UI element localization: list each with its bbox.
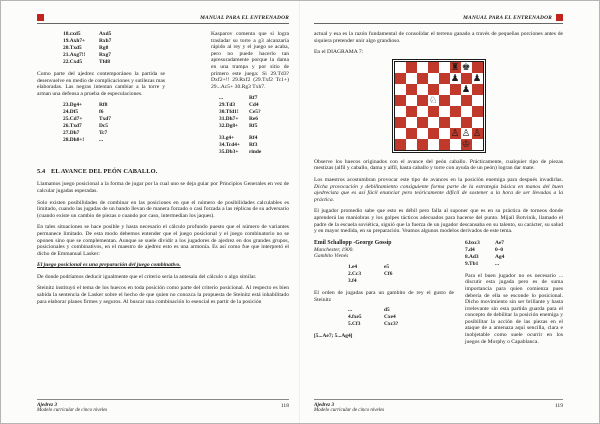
board-square-piece: ♚ — [461, 61, 471, 73]
board-square — [461, 73, 472, 84]
move-white: ... — [219, 95, 224, 102]
move-black: Axd5 — [99, 31, 112, 37]
move-row — [63, 31, 165, 38]
move-white: 7.d4 — [465, 246, 475, 253]
move-white: 21.Axg7!! — [63, 52, 86, 58]
move-white: 19.Axh7+ — [63, 38, 86, 44]
board-square — [450, 117, 461, 128]
page-footer-right — [314, 399, 563, 413]
variation-line: [5...Ae7; 5...Ag4] — [314, 333, 353, 340]
board-square — [428, 84, 439, 95]
move-row — [348, 278, 454, 285]
board-square — [417, 128, 428, 139]
board-square — [395, 95, 406, 106]
board-square — [417, 95, 428, 106]
paragraph-observe: Observe los huecos originados con el avance del peón caballo. Prácticamente, cualquier tipo de piezas mestizas (alfil y caballo, dama y alfil, hasta caballo y torre con ayuda de un peón) logran dar mate. — [314, 158, 563, 172]
move-black: Dc5 — [99, 123, 108, 130]
section-title: EL AVANCE DEL PEÓN CABALLO. — [51, 168, 158, 176]
move-white: 33.g4+ — [219, 135, 235, 142]
move-row — [219, 123, 289, 130]
board-square-piece: ♙ — [461, 127, 471, 139]
book-subtitle: Modelo curricular de cinco niveles — [314, 408, 385, 413]
page-header-right — [314, 14, 563, 24]
board-square — [406, 106, 417, 117]
paragraph-buen-jugador: Para el buen jugador no es necesario ... discutir esta jugada pero es de suma importancia para quien comienza pues debería de ella se esconde lo posicional. Dicho movimiento sin ser brillante y hasta irrelevante sin esta partida guarda para el concepto de debilitar la posición enemiga y posibilitar la acción de las piezas en el ataque de a amenaza aquí sencilla, clara e inobjetable como suele ocurrir en los juegos de Morphy o Capablanca. — [465, 272, 563, 345]
lasker-quote: El juego posicional es una preparación del juego combinativo. — [37, 262, 181, 269]
move-white: 24.Df5 — [63, 109, 79, 116]
board-square — [395, 84, 406, 95]
move-white: 1.e4 — [348, 263, 358, 270]
game-left-column — [314, 240, 454, 351]
board-square — [472, 106, 483, 117]
game-note: El orden de jugadas para un gambito de rey el gusto de Steinitz — [314, 289, 454, 303]
move-white: 2.Cc3 — [348, 270, 362, 277]
move-row — [219, 149, 289, 156]
move-white: ... — [348, 307, 353, 314]
moves-table-1-3 — [348, 264, 454, 285]
paragraph-maestros — [314, 177, 563, 203]
board-square — [428, 106, 439, 117]
page-right — [300, 1, 599, 423]
corner-square-icon — [37, 14, 44, 21]
board-square — [395, 62, 406, 73]
board-square — [472, 62, 483, 73]
moves-table-6-9 — [465, 240, 563, 268]
board-square — [472, 95, 483, 106]
board-square — [417, 84, 428, 95]
top-two-column — [37, 31, 289, 161]
paragraph-steinitz: Steinitz instituyó el tema de los huecos en toda posición como parte del criterio posicional. Al respecto es bien sabida la sentencia de Lasker sobre el hecho de que quien no conozca la propuesta de Steinitz está inhabilitado para elaborar planes firmes y seguros. Al buscar una combinación lo esencial es partir de la posición — [37, 285, 289, 305]
board-square — [439, 106, 450, 117]
move-white: 32.Dg8+ — [219, 123, 239, 130]
move-black: Ce5? — [249, 109, 261, 116]
game-right-column — [465, 240, 563, 351]
page-footer-left — [37, 399, 289, 413]
move-row — [348, 264, 454, 271]
move-black: Rg8 — [99, 45, 109, 51]
board-square — [428, 139, 439, 150]
board-square — [417, 117, 428, 128]
page-header-left — [37, 14, 289, 24]
move-black: Rf4 — [249, 135, 258, 142]
move-white: 6.bxc3 — [465, 239, 480, 246]
move-row — [348, 271, 454, 278]
right-column — [211, 31, 289, 161]
move-black: Cf6 — [384, 270, 393, 277]
corner-square-icon — [556, 14, 563, 21]
board-square — [439, 84, 450, 95]
board-square-piece: ♙ — [450, 127, 460, 139]
game-opening: Gambito Vienés — [314, 253, 349, 260]
move-white: 25.Cd7+ — [63, 116, 83, 123]
move-black: e5 — [384, 263, 390, 270]
moves-table-29-32 — [219, 95, 289, 130]
move-white: 22.Cxd5 — [63, 59, 83, 65]
move-black — [384, 278, 454, 285]
board-square — [395, 128, 406, 139]
move-row — [63, 109, 165, 116]
move-black: Rf8 — [99, 102, 108, 109]
move-row — [63, 102, 165, 109]
move-row — [465, 254, 563, 261]
move-white: 26.Txd7 — [63, 123, 82, 130]
moves-table-3-5 — [348, 307, 454, 328]
move-white: 30.Tfd1! — [219, 109, 239, 116]
moves-table-33-35 — [219, 135, 289, 156]
move-row — [219, 95, 289, 102]
board-square — [417, 106, 428, 117]
board-square — [472, 84, 483, 95]
move-black: Ae7 — [495, 239, 504, 246]
board-square — [472, 117, 483, 128]
page-left — [1, 1, 300, 423]
move-white: 23.Dg4+ — [63, 102, 83, 109]
board-square — [450, 95, 461, 106]
paragraph-posicional: Llamamos juego posicional a la forma de jugar por la cual uno se deja guiar por Principios Generales en vez de calcular jugadas esperadas. — [37, 181, 289, 194]
moves-table-18-22 — [63, 31, 165, 66]
move-white: 34.Tcd4+ — [219, 142, 240, 149]
page-number-left: 118 — [280, 403, 289, 409]
paragraph-criterio: De donde podríamos deducir igualmente que el criterio sería la antesala del cálculo o algo similar. — [37, 273, 257, 280]
board-square — [428, 117, 439, 128]
move-white: 3.f4 — [348, 277, 357, 284]
move-row — [348, 314, 454, 321]
game-players: Emil Schallopp -George Gossip — [314, 239, 392, 246]
footer-text — [37, 402, 107, 413]
move-row — [63, 137, 165, 144]
move-white: 8.Ad3 — [465, 253, 479, 260]
board-square — [406, 117, 417, 128]
move-black: Rf7 — [249, 95, 258, 102]
board-square — [461, 117, 472, 128]
move-black: Rxh7 — [99, 38, 112, 44]
board-square-piece: ♙ — [472, 127, 482, 139]
board-square-piece: ♟ — [450, 72, 460, 84]
book-subtitle: Modelo curricular de cinco niveles — [37, 408, 108, 413]
chess-diagram — [392, 59, 486, 153]
move-black: ... — [99, 137, 104, 144]
board-square — [439, 139, 450, 150]
paragraph-kasparov: Kasparov comenta que si logra trasladar su torre a g3 alcanzaría rápido al rey y el juego se acaba, pero no puede hacerlo tan apresuradamente porque la dama en una trampa y por sitio de primero este juega: Si 29.Td3? Dxf2+!! 29.Rxf2 (29.Txf2 Tc1+) 29...Ac5+ 30.Rg3 Txh7. — [211, 31, 289, 90]
board-square — [428, 62, 439, 73]
move-white: 20.Txd5 — [63, 45, 82, 51]
move-white: 4.fxe5 — [348, 314, 362, 321]
running-title: MANUAL PARA EL ENTRENADOR — [463, 14, 552, 21]
board-square — [450, 84, 461, 95]
move-row — [63, 38, 165, 45]
board-square — [406, 73, 417, 84]
move-row — [63, 59, 165, 66]
chess-board — [394, 61, 484, 151]
board-square-piece: ♟ — [461, 83, 471, 95]
paragraph-maestros-italic: Dicha provocación y debilitamiento consiguiente forma parte de la estrategia básica en manos del buen ajedrecista que es así fácil enunciar pero teóricamente difícil de sostener a la hora de ser llevadas a la práctica. — [314, 183, 563, 203]
move-black: Tc7 — [99, 130, 108, 137]
board-square — [406, 95, 417, 106]
move-black: f6 — [99, 109, 104, 116]
paragraph-combinar: Solo existen posibilidades de combinar en las posiciones en que el número de posibilidades calculables es limitado, cuando las jugadas de un bando llevan de manera forzado o casi forzada a las réplicas de su adversario (cuando existe un cambio de piezas o cuando por caso, intermedian los jaques). — [37, 199, 289, 219]
board-square — [439, 73, 450, 84]
move-row — [219, 109, 289, 116]
board-square — [395, 117, 406, 128]
move-row — [63, 52, 165, 59]
board-square — [406, 84, 417, 95]
move-black: ... — [495, 260, 500, 267]
diagram-label: En el DIAGRAMA 7: — [314, 49, 364, 56]
board-square — [439, 117, 450, 128]
board-square — [461, 106, 472, 117]
board-square — [439, 128, 450, 139]
move-black: Rxg7 — [99, 52, 111, 58]
moves-table-23-28 — [63, 102, 165, 144]
board-square-piece: ♔ — [461, 138, 471, 150]
move-white: 5.Cf3 — [348, 321, 361, 328]
board-square — [406, 128, 417, 139]
paragraph-actual: actual y esa es la razón fundamental de consolidar el terreno ganado a través de pequeñas porciones antes de siquiera pretender unir algo grandioso. — [314, 31, 563, 44]
board-square — [450, 106, 461, 117]
section-heading — [37, 168, 289, 175]
board-square — [439, 95, 450, 106]
move-black: Rf5 — [249, 123, 258, 130]
move-row — [63, 45, 165, 52]
move-white: 27.Dh7 — [63, 130, 80, 137]
paragraph-maestros-roman: Los maestros acostumbran provocar este tipo de avances en la posición enemiga para después invadirlas. — [314, 176, 563, 183]
move-white: 35.Db3+ — [219, 149, 239, 156]
board-square — [450, 139, 461, 150]
move-white: 28.Dh8+! — [63, 137, 85, 144]
board-square — [395, 139, 406, 150]
move-black: Txd7 — [99, 116, 111, 123]
footer-text — [314, 402, 384, 413]
board-square — [461, 95, 472, 106]
game-venue: Manchester, 1900. — [314, 246, 354, 253]
running-title: MANUAL PARA EL ENTRENADOR — [200, 14, 289, 21]
board-square — [417, 139, 428, 150]
move-row — [219, 142, 289, 149]
move-white: 31.Dh7+ — [219, 116, 239, 123]
board-square — [406, 139, 417, 150]
board-square — [395, 106, 406, 117]
move-black: d5 — [384, 307, 390, 314]
board-square — [439, 62, 450, 73]
move-row — [219, 102, 289, 109]
move-black: Re6 — [249, 116, 258, 123]
move-row — [348, 321, 454, 328]
paragraph-botvinik: El jugador promedio sabe que esto es débil pero falla al suponer que es en su práctica de torneos donde aprenderá las maniobras y los golpes tácticos adecuados para hacerse del punto. Mijaíl Botvinik, llamado el padre de la escuela soviética, siguió que la fuerza de un jugador descansaba en su talento, su carácter, su salud y en mayor medida, en su preparación. Veamos algunos modelos derivados de este tema. — [314, 208, 563, 235]
left-column — [37, 31, 165, 161]
paragraph-como-parte: Como parte del ajedrez contemporáneo la partida se desenvuelve en medio de complicaciones y sutilezas mas elaboradas. Las negras intentan cambiar a la torre y arman una defensa a prueba de especulaciones. — [37, 71, 165, 97]
board-square-piece: ♘ — [428, 94, 438, 106]
move-black: 0–0 — [495, 246, 504, 253]
paragraph-calculo: En tales situaciones se hace posible y hasta necesario el cálculo profundo puesto que el número de variantes permanece limitado. De esta modo debemos entender que el juego posicional y el juego combinatorio no se oponen sino que se complementan. Aunque se suele dividir a los jugadores de ajedrez en dos grandes grupos, posicionales y combinativos, en el maestro de ajedrez esto es una armonía. Es así como fue que interpretó el dicho de Emmanual Lasker: — [37, 224, 289, 257]
board-square — [406, 62, 417, 73]
move-row — [219, 135, 289, 142]
move-white: 18.cxd5 — [63, 31, 81, 37]
board-square-piece: ♜ — [450, 61, 460, 73]
move-row — [63, 123, 165, 130]
board-square — [428, 73, 439, 84]
book-title: Ajedrez 3 — [314, 402, 335, 408]
move-black: Rf3 — [249, 142, 258, 149]
board-square-piece: ♟ — [472, 72, 482, 84]
book-title: Ajedrez 3 — [37, 402, 58, 408]
board-square — [417, 62, 428, 73]
move-row — [219, 116, 289, 123]
board-square — [417, 73, 428, 84]
move-row — [465, 247, 563, 254]
move-row — [465, 261, 563, 268]
move-row — [63, 116, 165, 123]
move-black: Cxc3? — [384, 321, 399, 328]
game-section — [314, 240, 563, 351]
move-row — [465, 240, 563, 247]
move-black: Ag4 — [495, 253, 505, 260]
section-number: 5.4 — [37, 168, 46, 176]
move-black: Cd4 — [249, 102, 259, 109]
move-white: 9.Tb1 — [465, 260, 479, 267]
move-white: 29.Td3 — [219, 102, 236, 109]
move-row — [63, 130, 165, 137]
move-row — [348, 307, 454, 314]
board-square — [472, 139, 483, 150]
move-black: Cxe4 — [384, 314, 396, 321]
move-black: Tfd8 — [99, 59, 111, 65]
board-square — [428, 128, 439, 139]
move-black: rinde — [249, 149, 262, 156]
page-number-right: 119 — [554, 403, 563, 409]
board-square — [395, 73, 406, 84]
